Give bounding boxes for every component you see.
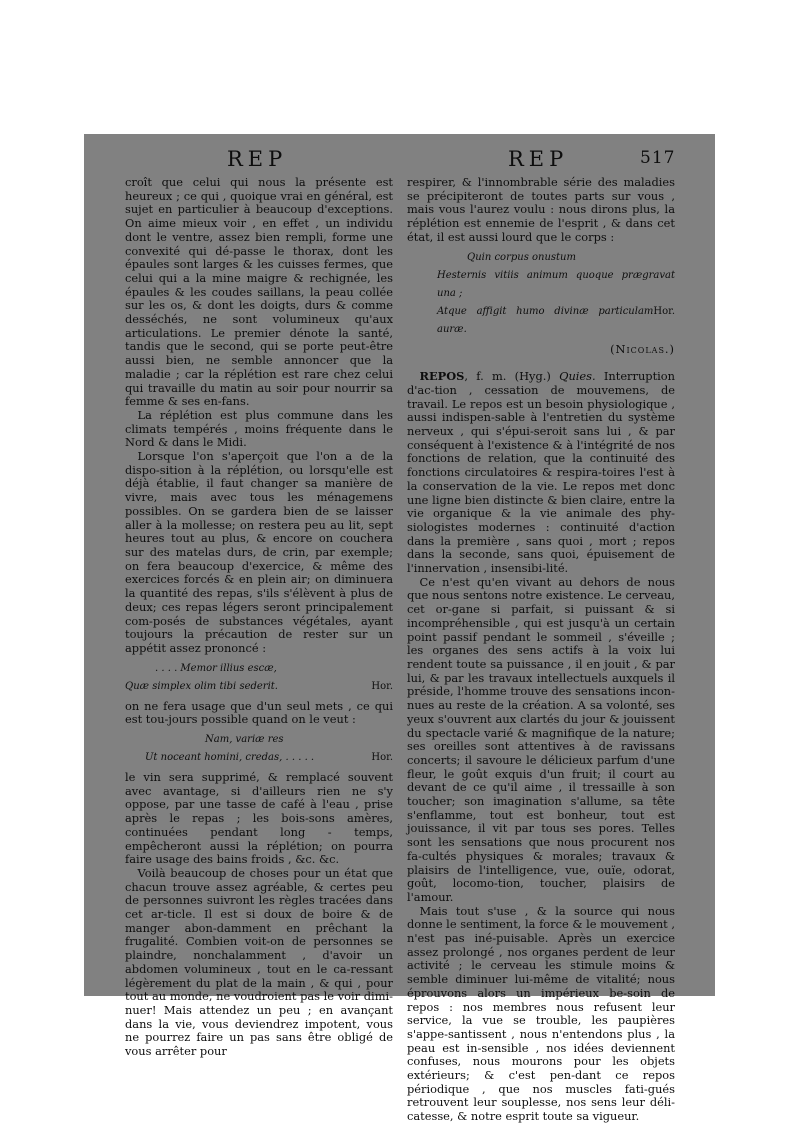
latin-quotation [125,731,393,767]
verse-line: Hesternis vitiis animum quoque prægravat una ; [437,269,675,299]
latin-quotation [125,660,393,696]
left-column [125,176,393,1059]
verse-line: Ut noceant homini, credas, . . . . . [145,752,315,764]
verse-line: Nam, variæ res [205,734,284,746]
paragraph: respirer, & l'innombrable série des maladies se précipiteront de toutes parts sur vous , mais vous l'aurez voulu : nous dirons plus, la réplétion est ennemie de l'esprit , & dans cet état, il est aussi lourd que le corps : [407,175,675,244]
paragraph: Voilà beaucoup de choses pour un état que chacun trouve assez agréable, & certes peu de personnes suivront les règles tracées dans cet ar-ticle. Il est si doux de boire & de manger abon-damment en prêchant la frugalité. Combien voit-on de personnes se plaindre, nonchalamment , d'avoir un abdomen volumineux , tout en le ca-ressant légèrement du plat de la main , & qui , pour tout au monde, ne voudroient pas le voir dimi-nuer! Mais attendez un peu ; en avançant dans la vie, vous deviendrez impotent, vous ne pourrez faire un pas sans être obligé de vous arrêter pour [125,865,393,1059]
entry-latin: Quies. [559,369,596,384]
verse-author: Hor. [653,305,675,317]
entry-paragraph [407,370,675,576]
verse-line: Atque affigit humo divinæ particulam auræ. [437,305,654,335]
paragraph: on ne fera usage que d'un seul mets , ce qui est tou-jours possible quand on le veut : [125,698,393,727]
paragraph: Ce n'est qu'en vivant au dehors de nous que nous sentons notre existence. Le cerveau, cet or-gane si parfait, si puissant & si incompréhensible , qui est jusqu'à un certain point passif pendant le sommeil , s'éveille ; les organes des sens actifs à la voix lui rendent toute sa puissance , il en jouit , & par lui, & par les travaux intellectuels auxquels il préside, l'homme trouve des sensations incon-nues au reste de la création. A sa volonté, ses yeux s'ouvrent aux clartés du jour & jouissent du spectacle varié & magnifique de la nature; ses oreilles sont attentives à de ravissans concerts; il savoure le délicieux parfum d'une fleur, le goût exquis d'un fruit; il court au devant de ce qu'il aime , il tressaille à son toucher; son imagination s'allume, sa tête s'enflamme, tout est bonheur, tout est jouissance, il vit par tous ses pores. Telles sont les sensations que nous procurent nos fa-cultés physiques & morales; travaux & plaisirs de l'intelligence, vue, ouïe, odorat, goût, locomo-tion, toucher, plaisirs de l'amour. [407,574,675,904]
paragraph: croît que celui qui nous la présente est heureux ; ce qui , quoique vrai en général, est sujet en particulier à beaucoup d'exceptions. On aime mieux voir , en effet , un individu dont le ventre, assez bien rempli, forme une convexité qui dé-passe le thorax, dont les épaules sont larges & les cuisses fermes, que celui qui a la mine maigre & rechignée, les épaules & les coudes saillans, la peau collée sur les os, & dont les doigts, durs & comme desséchés, ne sont volumineux qu'aux articulations. Le premier dénote la santé, tandis que le second, qui se porte peut-être aussi bien, ne semble annoncer que la maladie ; car la réplétion est rare chez celui qui travaille du matin au soir pour nourrir sa femme & ses en-fans. [125,175,393,409]
verse-author: Hor. [371,752,393,764]
latin-quotation [407,249,675,339]
page-number: 517 [640,148,676,168]
verse-author: Hor. [371,680,393,692]
entry-headword: REPOS [419,369,465,384]
entry-text: Interruption d'ac-tion , cessation de mouvemens, de travail. Le repos est un besoin physiologique , aussi indispen-sable à l'entretien du système nerveux , qui s'épui-seroit sans lui , & par conséquent à l'existence & à l'intégrité de nos fonctions de relation, que la continuité des fonctions circulatoires & respira-toires l'est à la conservation de la vie. Le repos met donc une ligne bien distincte & bien claire, entre la vie organique & la vie animale des phy-siologistes modernes : continuité d'action dans la première , sans quoi , mort ; repos dans la seconde, sans quoi, épuisement de l'innervation , insensibi-lité. [407,369,675,576]
verse-line: Quæ simplex olim tibi sederit. [125,680,278,692]
paragraph: La réplétion est plus commune dans les climats tempérés , moins fréquente dans le Nord & dans le Midi. [125,407,393,450]
paragraph: Lorsque l'on s'aperçoit que l'on a de la dispo-sition à la réplétion, ou lorsqu'elle est déjà établie, il faut changer sa manière de vivre, mais avec tous les ménagemens possibles. On se gardera bien de se laisser aller à la mollesse; on restera peu au lit, sept heures tout au plus, & encore on couchera sur des matelas durs, de crin, par exemple; on fera beaucoup d'exercice, & même des exercices forcés & en plein air; on diminuera la quantité des repas, s'ils s'élèvent à plus de deux; ces repas légers seront principalement com-posés de substances végétales, ayant toujours la précaution de rester sur un appétit assez prononcé : [125,449,393,655]
entry-grammar: , f. m. (Hyg.) [464,369,551,384]
verse-line: . . . . Memor illius escæ, [155,662,277,674]
author-signature: (Nicolas.) [610,341,675,356]
running-head-right: REP [508,147,569,171]
running-head-left: REP [227,147,288,171]
paragraph: le vin sera supprimé, & remplacé souvent avec avantage, si d'ailleurs rien ne s'y oppose, par une tasse de café à l'eau , prise après le repas ; les bois-sons amères, continuées pendant long - temps, empêcheront aussi la réplétion; on pourra faire usage des bains froids , &c. &c. [125,770,393,867]
verse-line: Quin corpus onustum [467,251,576,263]
scanned-page [84,134,715,1124]
paragraph: Mais tout s'use , & la source qui nous donne le sentiment, la force & le mouvement , n'est pas iné-puisable. Après un exercice assez prolongé , nos organes perdent de leur activité ; le cerveau les stimule moins & semble diminuer lui-même de vitalité; nous éprouvons alors un impérieux be-soin de repos : nos membres nous refusent leur service, la vue se trouble, les paupières s'appe-santissent , nous n'entendons plus , la peau est in-sensible , nos idées deviennent confuses, nous mourons pour les objets extérieurs; & c'est pen-dant ce repos périodique , que nos muscles fati-gués retrouvent leur souplesse, nos sens leur déli-catesse, & notre esprit toute sa vigueur. [407,903,675,1124]
right-column [407,176,675,1124]
